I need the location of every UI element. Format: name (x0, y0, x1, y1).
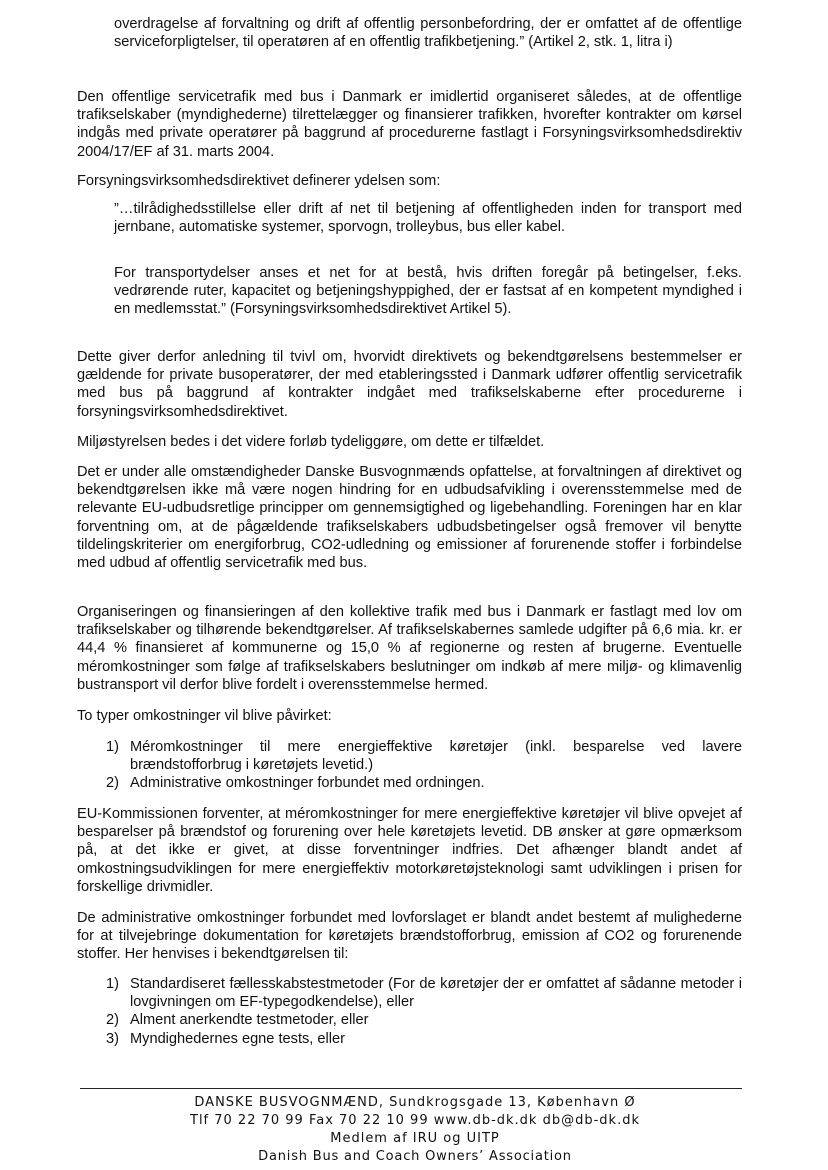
list-item-number: 2) (106, 775, 119, 792)
paragraph-intro-quote: overdragelse af forvaltning og drift af offentlig personbefordring, der er omfattet af de offentlige serviceforpligtelser, til operatøren af en offentlig trafikbetjening.” (Artikel 2, stk. 1, litra i) (114, 16, 742, 51)
list-item (106, 975, 742, 1011)
paragraph-financing: Organiseringen og finansieringen af den kollektive trafik med bus i Danmark er fastlagt med lov om trafikselskaber og tilhørende bekendtgørelser. Af trafikselskabernes samlede udgifter på 6,6 mia. kr. er 44,4 % finansieret af kommunerne og 15,0 % af regionerne og resten af brugerne. Eventuelle méromkostninger som følge af trafikselskabers beslutninger om indkøb af mere miljø- og klimavenlig bustransport vil derfor blive fordelt i overensstemmelse hermed. (77, 604, 742, 693)
list-item (106, 1011, 742, 1029)
footer-address: DANSKE BUSVOGNMÆND, Sundkrogsgade 13, København Ø (194, 1095, 636, 1110)
list-item-text: Standardiseret fællesskabstestmetoder (For de køretøjer der er omfattet af sådanne metoder i lovgivningen om EF-typegodkendelse), eller (130, 976, 742, 1011)
list-item (106, 774, 742, 792)
footer-english-name: Danish Bus and Coach Owners’ Association (258, 1149, 572, 1164)
list-item-text: Administrative omkostninger forbundet med ordningen. (130, 775, 485, 792)
quote-definition-2: For transportydelser anses et net for at bestå, hvis driften foregår på betingelser, f.eks. vedrørende ruter, kapacitet og betjeningshyppighed, der er fastsat af en kompetent myndighed i en medlemsstat.” (Forsyningsvirksomhedsdirektivet Artikel 5). (114, 265, 742, 318)
list-item-number: 1) (106, 976, 119, 992)
paragraph-opinion: Det er under alle omstændigheder Danske Busvognmænds opfattelse, at forvaltningen af direktivet og bekendtgørelsen ikke må være nogen hindring for en udbudsafvikling i overensstemmelse med de relevante EU-udbudsretlige principper om gennemsigtighed og ligebehandling. Foreningen har en klar forventning om, at de pågældende trafikselskabers udbudsbetingelser også fremover vil benytte tildelingskriterier om energiforbrug, CO2-udledning og emissioner af forurenende stoffer i forbindelse med udbud af offentlig servicetrafik med bus. (77, 464, 742, 572)
paragraph-doubt: Dette giver derfor anledning til tvivl om, hvorvidt direktivets og bekendtgørelsens bestemmelser er gældende for private busoperatører, der med etableringssted i Danmark udfører offentlig servicetrafik med bus på baggrund af kontrakter indgået med trafikselskaberne efter procedurerne i forsyningsvirksomhedsdirektivet. (77, 349, 742, 420)
paragraph-definition-intro: Forsyningsvirksomhedsdirektivet definerer ydelsen som: (77, 173, 441, 189)
list-item (106, 738, 742, 774)
paragraph-request: Miljøstyrelsen bedes i det videre forløb tydeliggøre, om dette er tilfældet. (77, 434, 545, 450)
paragraph-cost-types: To typer omkostninger vil blive påvirket: (77, 708, 332, 724)
list-item-number: 2) (106, 1012, 119, 1029)
list-item (106, 1030, 742, 1048)
footer-divider (80, 1088, 742, 1089)
list-item-text: Myndighedernes egne tests, eller (130, 1030, 345, 1047)
paragraph-organisation: Den offentlige servicetrafik med bus i Danmark er imidlertid organiseret således, at de offentlige trafikselskaber (myndighederne) tilrettelægger og finansierer trafikken, hvorefter kontrakter om kørsel indgås med private operatører på baggrund af procedurerne fastlagt i Forsyningsvirksomhedsdirektiv 2004/17/EF af 31. marts 2004. (77, 89, 742, 160)
list-item-number: 1) (106, 739, 119, 755)
quote-definition-1: ”…tilrådighedsstillelse eller drift af net til betjening af offentligheden inden for transport med jernbane, automatiske systemer, sporvogn, trolleybus, bus eller kabel. (114, 201, 742, 236)
test-methods-list (106, 975, 742, 1048)
list-item-number: 3) (106, 1030, 119, 1047)
list-item-text: Méromkostninger til mere energieffektive køretøjer (inkl. besparelse ved lavere brændstofforbrug i køretøjets levetid.) (130, 739, 742, 774)
paragraph-commission: EU-Kommissionen forventer, at méromkostninger for mere energieffektive køretøjer vil blive opvejet af besparelser på brændstof og forurening over hele køretøjets levetid. DB ønsker at gøre opmærksom på, at det ikke er givet, at disse forventninger indfries. Det afhænger blandt andet af omkostningsudviklingen for mere energieffektiv motorkøretøjsteknologi samt udviklingen i prisen for forskellige drivmidler. (77, 806, 742, 895)
list-item-text: Alment anerkendte testmetoder, eller (130, 1012, 369, 1029)
footer-membership: Medlem af IRU og UITP (330, 1131, 500, 1146)
cost-types-list (106, 738, 742, 793)
footer-contact: Tlf 70 22 70 99 Fax 70 22 10 99 www.db-dk.dk db@db-dk.dk (190, 1113, 640, 1128)
paragraph-admin-costs: De administrative omkostninger forbundet med lovforslaget er blandt andet bestemt af mulighederne for at tilvejebringe dokumentation for køretøjets brændstofforbrug, emission af CO2 og forurenende stoffer. Her henvises i bekendtgørelsen til: (77, 910, 742, 963)
